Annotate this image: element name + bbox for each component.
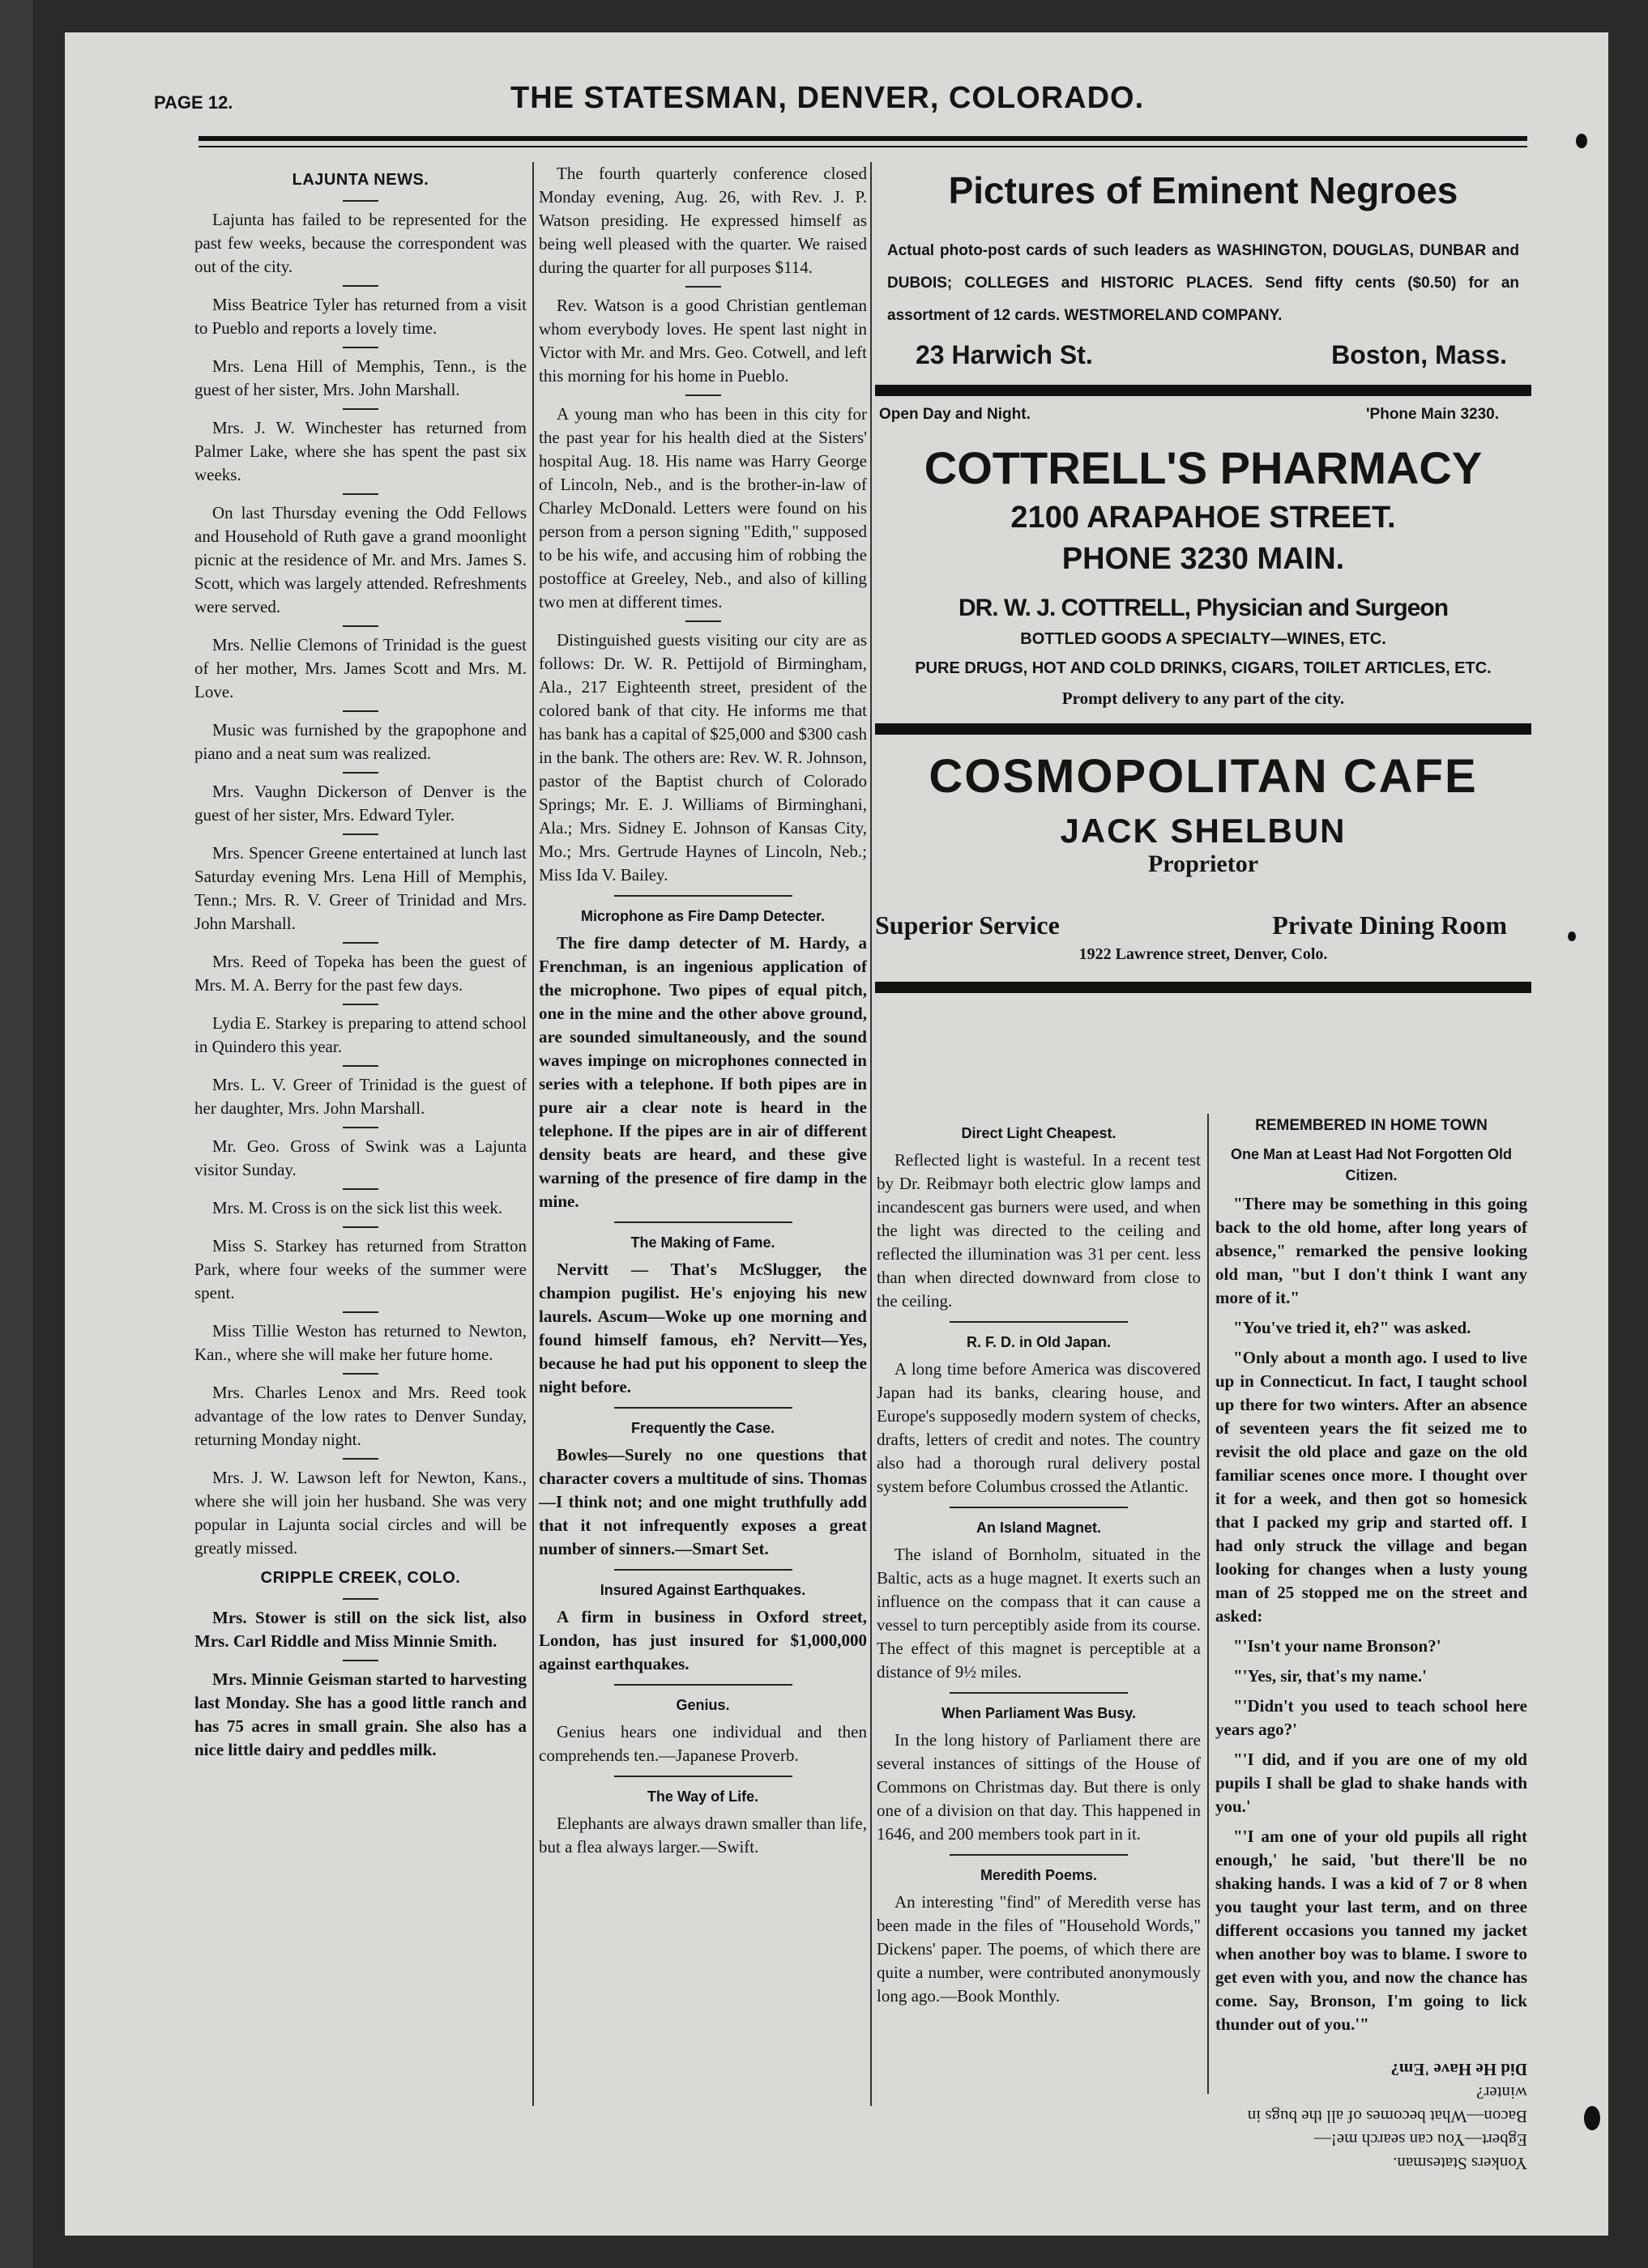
article-body: An interesting "find" of Meredith verse has been made in the files of "Household Words," Dickens' paper. The poems, of which there are quite a number, were contributed anonymously long ago.—Book Monthly. [877, 1892, 1201, 2006]
separator [950, 1321, 1128, 1323]
article-body: Bowles—Surely no one questions that character covers a multitude of sins. Thomas—I think not; and one might truthfully add that it not infrequently exposes a great number of sinners.—Smart Set. [539, 1445, 867, 1558]
separator [343, 1065, 378, 1067]
ad-divider-bar [875, 385, 1531, 396]
article-body: In the long history of Parliament there are several instances of sittings of the House of Commons on Christmas day. But there is only one of a division on that day. This happened in 1646, and 200 members took part in it. [877, 1730, 1201, 1844]
separator [343, 1188, 378, 1190]
separator [950, 1507, 1128, 1508]
news-item: Mrs. Stower is still on the sick list, also Mrs. Carl Riddle and Miss Minnie Smith. [194, 1608, 527, 1651]
ad-pharmacy-street: 2100 ARAPAHOE STREET. [1010, 501, 1396, 535]
separator [343, 1458, 378, 1460]
advertisements-block [875, 162, 1531, 1008]
article-heading: The Way of Life. [647, 1788, 759, 1805]
article-body: Nervitt — That's McSlugger, the champion pugilist. He's enjoying his new laurels. Ascum—Woke up one morning and found himself famous, eh? Nervitt—Yes, because he had put his opponent to sleep the night before. [539, 1260, 867, 1396]
separator [614, 1407, 792, 1409]
upside-down-filler [1215, 2057, 1527, 2175]
filler-line: Bacon—What becomes of all the bugs in winter? [1247, 2083, 1527, 2126]
separator [950, 1692, 1128, 1694]
article-body: A firm in business in Oxford street, London, has just insured for $1,000,000 against earthquakes. [539, 1607, 867, 1673]
masthead-rule [199, 136, 1527, 141]
ad-pictures-address [875, 332, 1531, 370]
news-item: Mrs. Vaughn Dickerson of Denver is the guest of her sister, Mrs. Edward Tyler. [194, 782, 527, 825]
ad-pharmacy-phone-short: 'Phone Main 3230. [1366, 406, 1499, 423]
news-item: A young man who has been in this city for the past year for his health died at the Sisters' hospital Aug. 18. His name was Harry George of Lincoln, Neb., and is the brother-in-law of Charley McDonald. Letters were found on his person from a person signing "Edith," supposed to be his wife, and accusing him of robbing the postoffice at Greeley, Neb., and also of killing two men at different times. [539, 404, 867, 612]
article-heading: Insured Against Earthquakes. [600, 1582, 806, 1598]
ad-cafe-right: Private Dining Room [1272, 910, 1507, 940]
column-rule [532, 162, 534, 2106]
article-body: "'I did, and if you are one of my old pupils I shall be glad to shake hands with you.' [1215, 1750, 1527, 1816]
ad-pharmacy-line: BOTTLED GOODS A SPECIALTY—WINES, ETC. [1020, 630, 1386, 648]
article-body: Genius hears one individual and then comprehends ten.—Japanese Proverb. [539, 1722, 867, 1765]
separator [614, 895, 792, 897]
masthead [154, 81, 1531, 130]
column-rule [870, 162, 872, 2106]
separator [343, 493, 378, 495]
news-item: Lajunta has failed to be represented for the past few weeks, because the correspondent was out of the city. [194, 210, 527, 276]
article-heading: R. F. D. in Old Japan. [966, 1334, 1112, 1350]
separator [343, 200, 378, 202]
separator [343, 625, 378, 627]
news-item: Lydia E. Starkey is preparing to attend school in Quindero this year. [194, 1013, 527, 1056]
article-body: Elephants are always drawn smaller than life, but a flea always larger.—Swift. [539, 1814, 867, 1857]
article-heading: Genius. [676, 1697, 730, 1713]
news-item: The fourth quarterly conference closed Monday evening, Aug. 26, with Rev. J. P. Watson presiding. He expressed himself as being well pleased with the quarter. We raised during the quarter for all purposes $114. [539, 164, 867, 277]
separator [685, 620, 721, 622]
article-heading: Frequently the Case. [630, 1420, 775, 1436]
news-item: Miss Beatrice Tyler has returned from a visit to Pueblo and reports a lovely time. [194, 295, 527, 338]
section-heading: LAJUNTA NEWS. [292, 171, 429, 189]
news-item: On last Thursday evening the Odd Fellows and Household of Ruth gave a grand moonlight picnic at the residence of Mr. and Mrs. James S. Scott, which was largely attended. Refreshments were served. [194, 503, 527, 616]
ink-spot [1576, 134, 1587, 148]
article-body: "'Isn't your name Bronson?' [1233, 1636, 1441, 1656]
ad-cafe-role: Proprietor [1147, 850, 1259, 877]
article-body: "You've tried it, eh?" was asked. [1233, 1318, 1471, 1337]
ad-pictures-city: Boston, Mass. [1331, 340, 1507, 369]
article-heading: An Island Magnet. [976, 1520, 1101, 1536]
filler-line: Did He Have 'Em? [1390, 2060, 1527, 2079]
ad-cafe-owner: JACK SHELBUN [1060, 812, 1347, 850]
ad-pharmacy-phone: PHONE 3230 MAIN. [1061, 542, 1345, 576]
article-heading: Direct Light Cheapest. [961, 1125, 1116, 1141]
separator [343, 285, 378, 287]
separator [614, 1569, 792, 1571]
ad-pharmacy-topline [875, 406, 1531, 424]
news-item: Mrs. Nellie Clemons of Trinidad is the guest of her mother, Mrs. James Scott and Mrs. M. Love. [194, 635, 527, 701]
article-subheading: One Man at Least Had Not Forgotten Old Citizen. [1230, 1146, 1512, 1183]
news-item: Miss S. Starkey has returned from Stratton Park, where four weeks of the summer were spent. [194, 1236, 527, 1302]
article-body: Reflected light is wasteful. In a recent test by Dr. Reibmayr both electric glow lamps and incandescent gas burners were used, and when the light was directed to the ceiling and reflected the illumination was 31 per cent. less than when directed downward from close to the ceiling. [877, 1150, 1201, 1311]
separator [343, 1598, 378, 1600]
news-item: Mrs. M. Cross is on the sick list this week. [212, 1198, 503, 1217]
news-item: Distinguished guests visiting our city are as follows: Dr. W. R. Pettijold of Birmingham, Ala., 217 Eighteenth street, president of the colored bank of that city. He informs me that has bank has a capital of $25,000 and $300 cash in the bank. The others are: Rev. W. R. Johnson, pastor of the Baptist church of Colorado Springs; Mr. E. J. Williams of Birminghani, Ala.; Mrs. Sidney E. Johnson of Kansas City, Mo.; Mrs. Gertrude Haynes of Lincoln, Neb.; Miss Ida V. Bailey. [539, 630, 867, 885]
article-body: The island of Bornholm, situated in the Baltic, acts as a huge magnet. It exerts such an influence on the compass that it can cause a vessel to turn perceptibly aside from its course. The effect of this magnet is perceptible at a distance of 9½ miles. [877, 1545, 1201, 1682]
separator [614, 1776, 792, 1777]
scan-margin [0, 0, 32, 2268]
separator [343, 1311, 378, 1313]
article-body: "There may be something in this going back to the old home, after long years of absence," remarked the pensive looking old man, "but I don't think I want any more of it." [1215, 1194, 1527, 1307]
column-remembered [1215, 1114, 1527, 2175]
separator [343, 772, 378, 774]
news-item: Mrs. Reed of Topeka has been the guest of Mrs. M. A. Berry for the past few days. [194, 952, 527, 995]
ad-divider-bar [875, 723, 1531, 735]
ad-pharmacy-name: COTTRELL'S PHARMACY [924, 442, 1483, 493]
article-heading: Meredith Poems. [980, 1867, 1098, 1883]
news-item: Mrs. J. W. Winchester has returned from Palmer Lake, where she has spent the past six weeks. [194, 418, 527, 484]
separator [950, 1854, 1128, 1856]
separator [343, 1373, 378, 1375]
ad-cafe-left: Superior Service [875, 910, 1060, 940]
column-lajunta-news [194, 162, 527, 1768]
separator [343, 942, 378, 944]
separator [343, 347, 378, 348]
section-heading: CRIPPLE CREEK, COLO. [260, 1569, 461, 1587]
separator [343, 1660, 378, 1661]
ad-pharmacy-doctor: DR. W. J. COTTRELL, Physician and Surgeon [958, 595, 1449, 621]
separator [343, 833, 378, 835]
news-item: Rev. Watson is a good Christian gentleman whom everybody loves. He spent last night in Victor with Mr. and Mrs. Geo. Cotwell, and left this morning for his home in Pueblo. [539, 296, 867, 386]
ad-cafe-address: 1922 Lawrence street, Denver, Colo. [1078, 945, 1328, 963]
column-misc-news [539, 162, 867, 1865]
ad-pictures-body: Actual photo-post cards of such leaders as WASHINGTON, DOUGLAS, DUNBAR and DUBOIS; COLLEGES and HISTORIC PLACES. Send fifty cents ($0.50) for an assortment of 12 cards. WESTMORELAND COMPANY. [887, 242, 1519, 324]
ink-spot [1584, 2106, 1600, 2130]
article-body: A long time before America was discovered Japan had its banks, clearing house, and Europe's supposedly modern system of checks, drafts, letters of credit and notes. The country also had a thorough rural delivery postal system before Columbus crossed the Atlantic. [877, 1359, 1201, 1496]
ad-pictures-title: Pictures of Eminent Negroes [948, 169, 1458, 211]
ad-pharmacy-line: PURE DRUGS, HOT AND COLD DRINKS, CIGARS, TOILET ARTICLES, ETC. [915, 659, 1492, 677]
ad-cafe-features [875, 910, 1531, 940]
article-body: "'Yes, sir, that's my name.' [1233, 1666, 1427, 1686]
news-item: Mrs. Minnie Geisman started to harvesting last Monday. She has a good little ranch and has 75 acres in small grain. She also has a nice little dairy and peddles milk. [194, 1669, 527, 1759]
article-body: The fire damp detecter of M. Hardy, a Frenchman, is an ingenious application of the microphone. Two pipes of equal pitch, one in the mine and the other above ground, are sounded simultaneously, and the sound waves impinge on microphones connected in series with a telephone. If both pipes are in pure air a clear note is heard in the telephone. If the pipes are in air of different density beats are heard, and these give warning of the presence of fire damp in the mine. [539, 933, 867, 1211]
separator [343, 1226, 378, 1228]
article-heading: REMEMBERED IN HOME TOWN [1255, 1117, 1488, 1134]
article-body: "'I am one of your old pupils all right enough,' he said, 'but there'll be no shaking hands. I was a kid of 7 or 8 when you taught your last term, and on three different occasions you tanned my jacket when another boy was to blame. I swore to get even with you, and now the chance has come. Say, Bronson, I'm going to lick thunder out of you.'" [1215, 1827, 1527, 2034]
ad-cafe-name: COSMOPOLITAN CAFE [929, 750, 1478, 803]
news-item: Mrs. L. V. Greer of Trinidad is the guest of her daughter, Mrs. John Marshall. [194, 1075, 527, 1118]
news-item: Mrs. Lena Hill of Memphis, Tenn., is the guest of her sister, Mrs. John Marshall. [194, 356, 527, 399]
article-heading: Microphone as Fire Damp Detecter. [580, 908, 826, 924]
newspaper-title: THE STATESMAN, DENVER, COLORADO. [510, 81, 1145, 115]
ad-pharmacy-hours: Open Day and Night. [879, 406, 1031, 423]
ink-spot [1568, 932, 1576, 941]
separator [343, 408, 378, 410]
separator [614, 1221, 792, 1223]
column-short-items [877, 1114, 1201, 2014]
news-item: Mrs. Spencer Greene entertained at lunch last Saturday evening Mrs. Lena Hill of Memphis, Tenn.; Mrs. R. V. Greer of Trinidad and Mrs. John Marshall. [194, 843, 527, 933]
ad-divider-bar [875, 982, 1531, 993]
separator [343, 710, 378, 712]
filler-line: Yonkers Statesman. [1393, 2154, 1527, 2173]
news-item: Mrs. Charles Lenox and Mrs. Reed took advantage of the low rates to Denver Sunday, returning Monday night. [194, 1383, 527, 1449]
separator [343, 1004, 378, 1005]
article-body: "'Didn't you used to teach school here years ago?' [1215, 1696, 1527, 1739]
article-body: "Only about a month ago. I used to live up in Connecticut. In fact, I taught school up there for two winters. After an absence of seventeen years the fit seized me to revisit the old place and gaze on the old familiar scenes once more. I thought over it for a week, and then got so homesick that I packed my grip and started off. I had only struck the village and began looking for changes when a lusty young man of 25 stopped me on the street and asked: [1215, 1348, 1527, 1626]
ad-pictures-street: 23 Harwich St. [916, 340, 1093, 369]
article-heading: When Parliament Was Busy. [941, 1705, 1137, 1721]
news-item: Music was furnished by the grapophone and piano and a neat sum was realized. [194, 720, 527, 763]
separator [343, 1127, 378, 1128]
column-rule [1207, 1114, 1209, 2094]
filler-line: Egbert—You can search me!— [1313, 2130, 1527, 2150]
news-item: Mrs. J. W. Lawson left for Newton, Kans., where she will join her husband. She was very popular in Lajunta social circles and will be greatly missed. [194, 1468, 527, 1558]
news-item: Miss Tillie Weston has returned to Newton, Kan., where she will make her future home. [194, 1321, 527, 1364]
page-number: PAGE 12. [154, 92, 233, 113]
ad-pharmacy-delivery: Prompt delivery to any part of the city. [1061, 688, 1345, 708]
news-item: Mr. Geo. Gross of Swink was a Lajunta visitor Sunday. [194, 1136, 527, 1179]
separator [685, 286, 721, 288]
separator [685, 394, 721, 396]
masthead-rule-thin [199, 146, 1527, 147]
article-heading: The Making of Fame. [630, 1234, 775, 1251]
separator [614, 1684, 792, 1686]
